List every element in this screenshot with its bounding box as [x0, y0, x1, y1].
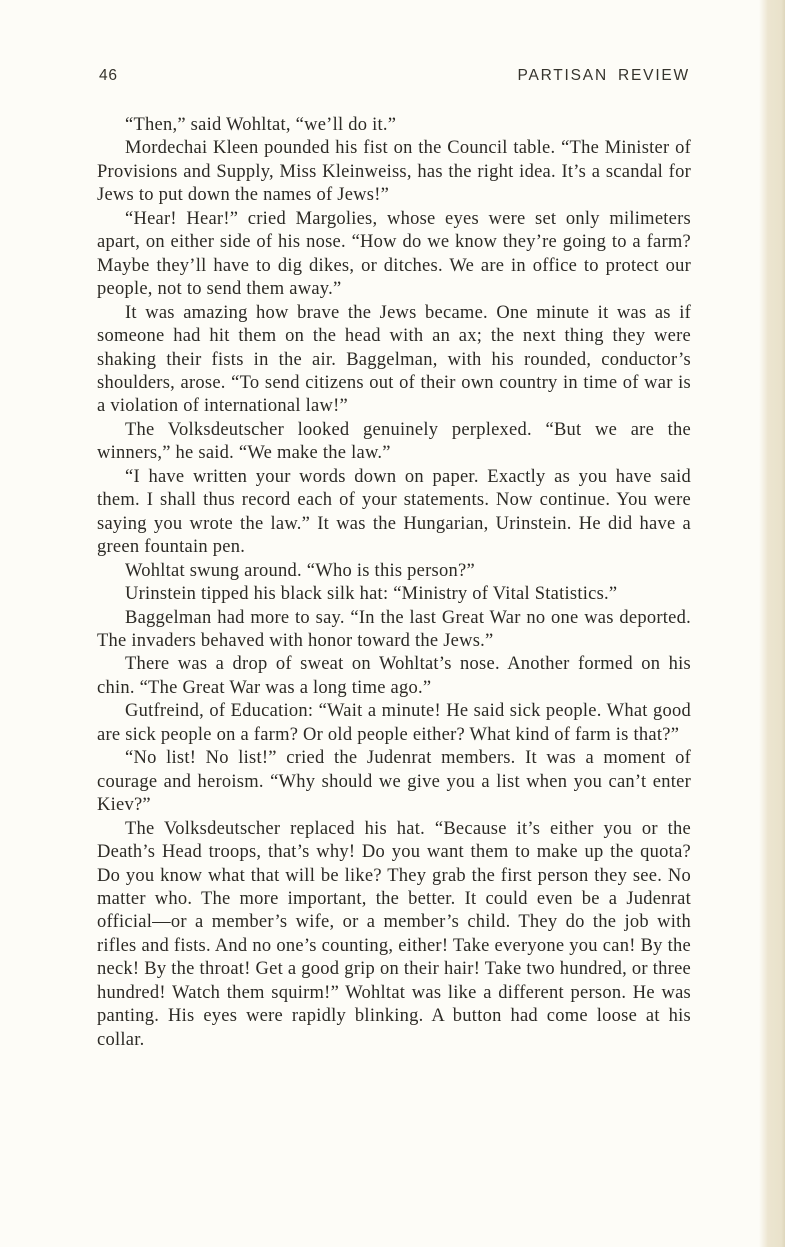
paragraph: Gutfreind, of Education: “Wait a minute! He said sick people. What good are sick people on a farm? Or old people either? What kind of farm is that?” — [97, 701, 691, 745]
page-edge-shadow — [759, 0, 785, 1247]
paragraph: “Then,” said Wohltat, “we’ll do it.” — [125, 115, 397, 135]
paragraph: The Volksdeutscher replaced his hat. “Because it’s either you or the Death’s Head troops, that’s why! Do you want them to make up the quota? Do you know what that will be like? They grab the first person they see. No matter who. The more important, the better. It could even be a Judenrat official—or a member’s wife, or a member’s child. They do the job with rifles and fists. And no one’s counting, either! Take everyone you can! By the neck! By the throat! Get a good grip on their hair! Take two hundred, or three hundred! Watch them squirm!” Wohltat was like a different person. He was panting. His eyes were rapidly blinking. A button had come loose at his collar. — [97, 818, 691, 1050]
paragraph: “I have written your words down on paper. Exactly as you have said them. I shall thus record each of your statements. Now continue. You were saying you wrote the law.” It was the Hungarian, Urinstein. He did have a green fountain pen. — [97, 466, 691, 558]
journal-title: PARTISAN REVIEW — [517, 67, 690, 84]
paragraph: Mordechai Kleen pounded his fist on the Council table. “The Minister of Provisions and Supply, Miss Kleinweiss, has the right idea. It’s a scandal for Jews to put down the names of Jews!” — [97, 138, 691, 206]
paragraph: The Volksdeutscher looked genuinely perplexed. “But we are the winners,” he said. “We make the law.” — [97, 419, 691, 464]
page-number: 46 — [99, 67, 118, 84]
running-head — [99, 67, 690, 85]
paragraph: Urinstein tipped his black silk hat: “Ministry of Vital Statistics.” — [125, 584, 618, 605]
paragraph: “Hear! Hear!” cried Margolies, whose eyes were set only milimeters apart, on either side of his nose. “How do we know they’re going to a farm? Maybe they’ll have to dig dikes, or ditches. We are in office to protect our people, not to send them away.” — [97, 208, 691, 300]
paragraph: It was amazing how brave the Jews became. One minute it was as if someone had hit them on the head with an ax; the next thing they were shaking their fists in the air. Baggelman, with his rounded, conductor’s shoulders, arose. “To send citizens out of their own country in time of war is a violation of international law!” — [97, 302, 691, 417]
paragraph: Baggelman had more to say. “In the last Great War no one was deported. The invaders behaved with honor toward the Jews.” — [97, 607, 691, 651]
paragraph: “No list! No list!” cried the Judenrat members. It was a moment of courage and heroism. “Why should we give you a list when you can’t enter Kiev?” — [97, 748, 691, 816]
body-text — [97, 114, 691, 1052]
paragraph: Wohltat swung around. “Who is this person?” — [125, 560, 475, 581]
paragraph: There was a drop of sweat on Wohltat’s nose. Another formed on his chin. “The Great War was a long time ago.” — [97, 654, 691, 698]
